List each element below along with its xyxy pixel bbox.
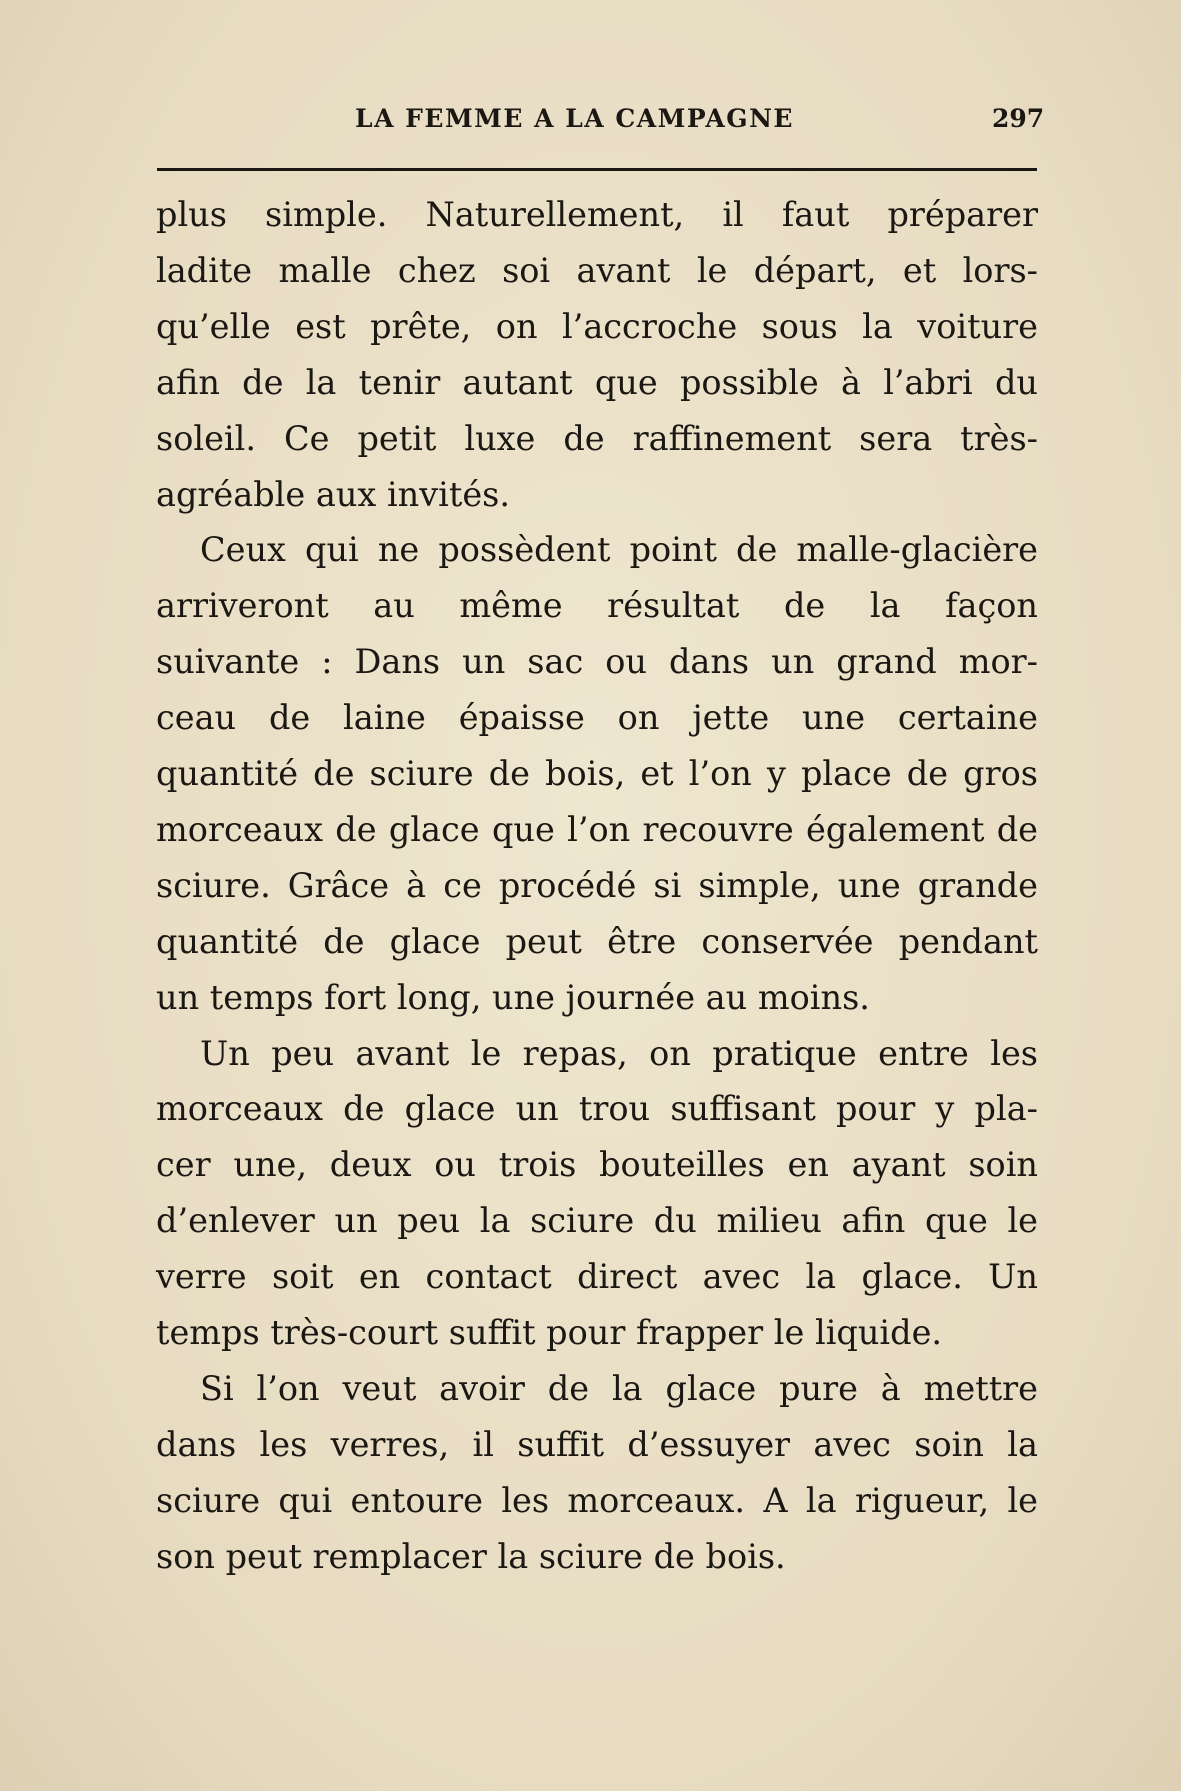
text-line: suivante : Dans un sac ou dans un grand mor-: [156, 642, 1038, 682]
text-line: cer une, deux ou trois bouteilles en ayant soin: [156, 1145, 1038, 1185]
text-line: dans les verres, il suffit d’essuyer avec soin la: [156, 1424, 1038, 1464]
text-line: quantité de glace peut être conservée pendant: [156, 921, 1038, 961]
text-line: afin de la tenir autant que possible à l’abri du: [156, 362, 1038, 402]
text-line: ladite malle chez soi avant le départ, et lors-: [156, 250, 1038, 290]
text-line: quantité de sciure de bois, et l’on y place de gros: [156, 754, 1038, 793]
text-line: d’enlever un peu la sciure du milieu afin que le: [156, 1201, 1038, 1241]
text-line: morceaux de glace que l’on recouvre également de: [156, 809, 1038, 849]
text-line: agréable aux invités.: [156, 474, 511, 514]
text-line: un temps fort long, une journée au moins.: [156, 977, 870, 1017]
text-line: temps très-court suffit pour frapper le liquide.: [156, 1313, 943, 1352]
text-line: sciure. Grâce à ce procédé si simple, une grande: [156, 865, 1038, 905]
header-rule: [157, 168, 1037, 171]
text-line: ceau de laine épaisse on jette une certaine: [156, 698, 1038, 738]
text-line: sciure qui entoure les morceaux. A la rigueur, le: [156, 1480, 1038, 1520]
text-line: Ceux qui ne possèdent point de malle-glacière: [200, 530, 1038, 570]
text-line: son peut remplacer la sciure de bois.: [156, 1536, 786, 1576]
text-line: plus simple. Naturellement, il faut préparer: [156, 195, 1038, 234]
text-line: Si l’on veut avoir de la glace pure à mettre: [200, 1368, 1038, 1408]
text-line: verre soit en contact direct avec la glace. Un: [156, 1257, 1038, 1297]
text-line: morceaux de glace un trou suffisant pour y pla-: [156, 1089, 1038, 1129]
text-line: Un peu avant le repas, on pratique entre les: [200, 1033, 1038, 1073]
running-head: LA FEMME A LA CAMPAGNE: [355, 104, 794, 133]
text-line: qu’elle est prête, on l’accroche sous la voiture: [156, 306, 1038, 346]
page-number: 297: [992, 104, 1045, 133]
text-line: arriveront au même résultat de la façon: [156, 586, 1038, 626]
text-line: soleil. Ce petit luxe de raffinement sera très-: [156, 418, 1038, 458]
